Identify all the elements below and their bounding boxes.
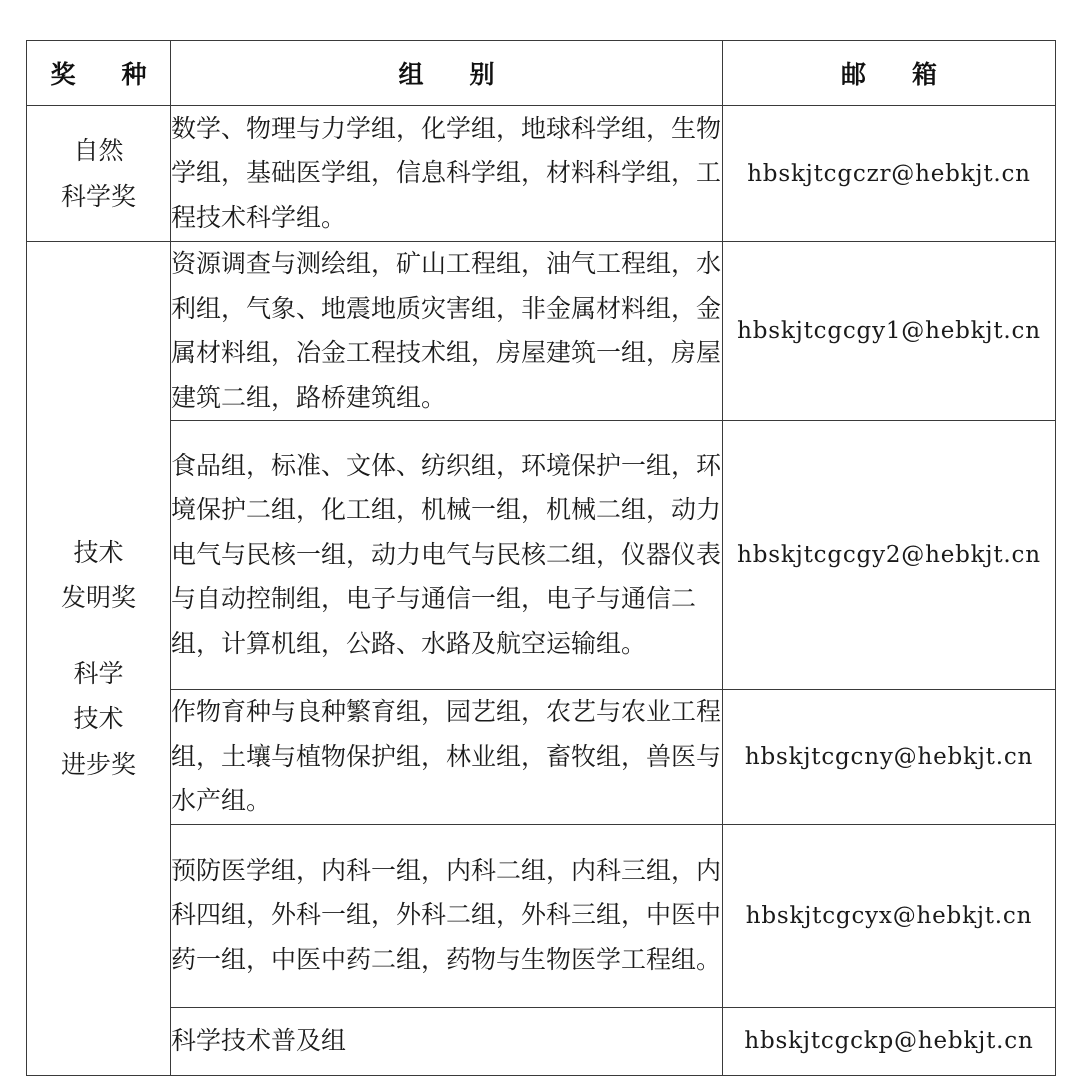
- group-cell: 科学技术普及组: [171, 1007, 723, 1075]
- email-cell: hbskjtcgcny@hebkjt.cn: [723, 690, 1056, 825]
- award-label-line: 进步奖: [60, 749, 136, 779]
- email-cell: hbskjtcgckp@hebkjt.cn: [723, 1007, 1056, 1075]
- table-row: [27, 1007, 1056, 1075]
- award-label-line: 技术: [73, 537, 124, 567]
- table-row: [27, 690, 1056, 825]
- table-row: [27, 106, 1056, 242]
- group-cell: 预防医学组，内科一组，内科二组，内科三组，内科四组，外科一组，外科二组，外科三组，中医中药一组，中医中药二组，药物与生物医学工程组。: [171, 824, 723, 1007]
- table-row: [27, 421, 1056, 690]
- table-header-row: [27, 41, 1056, 106]
- table-row: [27, 824, 1056, 1007]
- award-label-line: 技术: [73, 704, 124, 733]
- award-label-line: 发明奖: [60, 583, 136, 612]
- email-cell: hbskjtcgcgy1@hebkjt.cn: [723, 242, 1056, 421]
- group-cell: 资源调查与测绘组，矿山工程组，油气工程组，水利组，气象、地震地质灾害组，非金属材料组，金属材料组，冶金工程技术组，房屋建筑一组，房屋建筑二组，路桥建筑组。: [171, 242, 723, 421]
- header-group: 组 别: [171, 41, 723, 106]
- group-cell: 作物育种与良种繁育组，园艺组，农艺与农业工程组，土壤与植物保护组，林业组，畜牧组，兽医与水产组。: [171, 690, 723, 825]
- table-row: [27, 242, 1056, 421]
- award-label-line: 科学: [73, 658, 124, 688]
- header-email: 邮 箱: [723, 41, 1056, 106]
- award-label-spacer: [27, 621, 170, 651]
- award-label-line: 科学奖: [60, 181, 136, 211]
- email-cell: hbskjtcgcgy2@hebkjt.cn: [723, 421, 1056, 690]
- group-cell: 食品组，标准、文体、纺织组，环境保护一组，环境保护二组，化工组，机械一组，机械二组，动力电气与民核一组，动力电气与民核二组，仪器仪表与自动控制组，电子与通信一组，电子与通信二组，计算机组，公路、水路及航空运输组。: [171, 421, 723, 690]
- header-award-type: 奖 种: [27, 41, 171, 106]
- email-cell: hbskjtcgczr@hebkjt.cn: [723, 106, 1056, 242]
- award-cell-tech-invention-and-progress: [27, 242, 171, 1076]
- email-cell: hbskjtcgcyx@hebkjt.cn: [723, 824, 1056, 1007]
- award-category-table: [26, 40, 1056, 1076]
- award-label-line: 自然: [73, 136, 124, 165]
- group-cell: 数学、物理与力学组，化学组，地球科学组，生物学组，基础医学组，信息科学组，材料科学组，工程技术科学组。: [171, 106, 723, 242]
- award-cell-natural-science: [27, 106, 171, 242]
